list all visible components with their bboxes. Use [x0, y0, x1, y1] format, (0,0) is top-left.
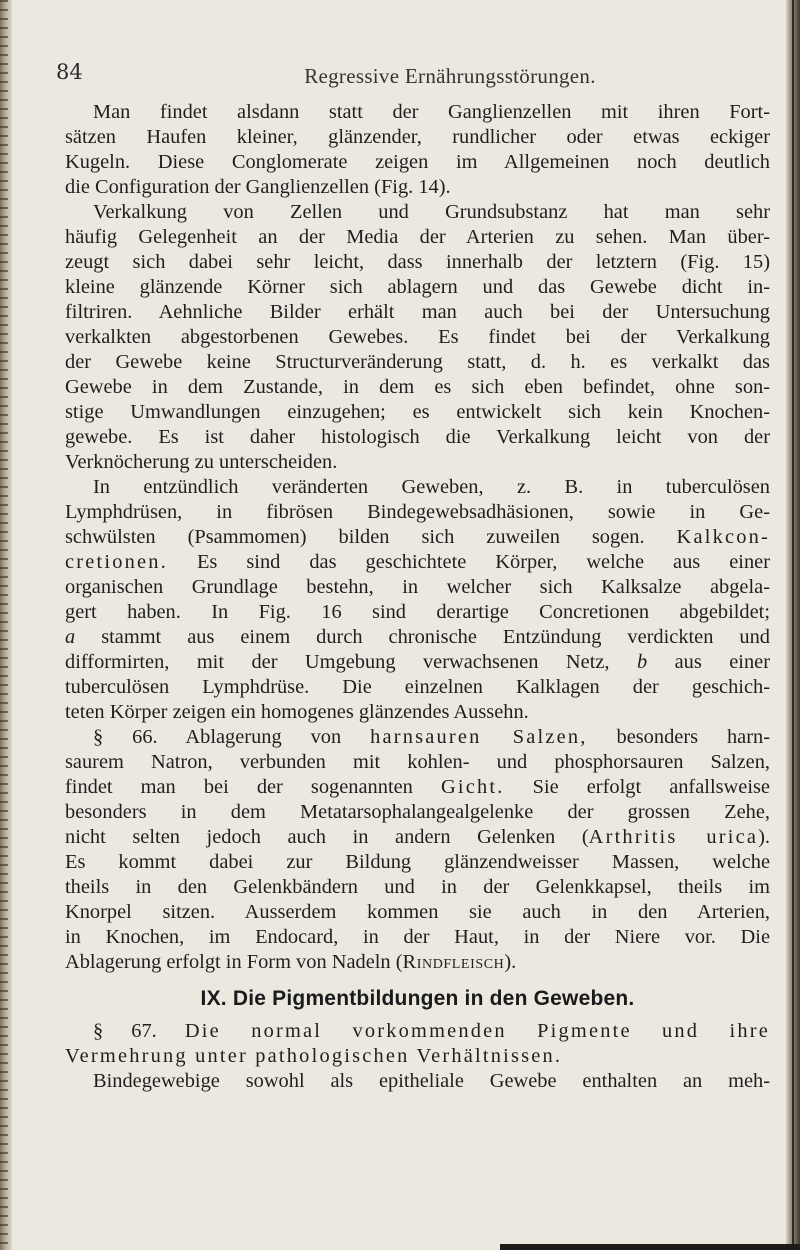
text-line	[65, 525, 770, 550]
page-gutter-texture	[0, 0, 8, 1250]
text-line: Verknöcherung zu unterscheiden.	[65, 451, 338, 473]
running-head: Regressive Ernährungsstörungen.	[304, 64, 596, 88]
text-line: besonders in dem Metatarsophalangealgelenke der grossen Zehe,	[65, 801, 770, 823]
text-line	[65, 950, 770, 975]
text-line: Gewebe in dem Zustande, in dem es sich eben befindet, ohne son-	[65, 376, 770, 398]
figure-label: a	[65, 626, 76, 648]
text-line: gewebe. Es ist daher histologisch die Verkalkung leicht von der	[65, 426, 770, 448]
text-line: Verkalkung von Zellen und Grundsubstanz hat man sehr	[93, 201, 770, 223]
text-line: sätzen Haufen kleiner, glänzender, rundlicher oder etwas eckiger	[65, 126, 770, 148]
text-line: Lymphdrüsen, in fibrösen Bindegewebsadhäsionen, sowie in Ge-	[65, 501, 770, 523]
text-line: Es kommt dabei zur Bildung glänzendweisser Massen, welche	[65, 851, 770, 873]
text-run: Sie erfolgt anfallsweise	[532, 776, 770, 798]
spaced-term: harnsauren Salzen,	[370, 726, 588, 748]
text-run: ).	[758, 826, 770, 848]
text-run: aus einer	[674, 651, 770, 673]
text-line: gert haben. In Fig. 16 sind derartige Concretionen abgebildet;	[65, 601, 770, 623]
text-line: der Gewebe keine Structurveränderung statt, d. h. es verkalkt das	[65, 351, 770, 373]
text-line: Man findet alsdann statt der Ganglienzellen mit ihren Fort-	[93, 101, 770, 123]
text-run: findet man bei der sogenannten	[65, 776, 413, 798]
text-line: organischen Grundlage bestehn, in welcher sich Kalksalze abgela-	[65, 576, 770, 598]
text-line: theils in den Gelenkbändern und in der Gelenkkapsel, theils im	[65, 876, 770, 898]
body-text	[65, 100, 770, 1094]
text-line: In entzündlich veränderten Geweben, z. B. in tuberculösen	[93, 476, 770, 498]
text-run: § 67.	[93, 1020, 157, 1042]
figure-label: b	[636, 651, 648, 673]
page-bottom-line	[500, 1244, 800, 1250]
text-line	[65, 725, 770, 750]
text-line: häufig Gelegenheit an der Media der Arterien zu sehen. Man über-	[65, 226, 770, 248]
text-line: zeugt sich dabei sehr leicht, dass innerhalb der letztern (Fig. 15)	[65, 251, 770, 273]
text-line	[65, 825, 770, 850]
spaced-term: cretionen.	[65, 551, 168, 573]
text-line	[65, 550, 770, 575]
spaced-term: Kalkcon-	[676, 526, 770, 548]
text-line	[65, 775, 770, 800]
text-line: filtriren. Aehnliche Bilder erhält man auch bei der Untersuchung	[65, 301, 770, 323]
text-run: § 66. Ablagerung von	[93, 726, 342, 748]
page-number: 84	[56, 60, 83, 84]
author-name: Rindfleisch	[402, 951, 505, 973]
text-line: Kugeln. Diese Conglomerate zeigen im Allgemeinen noch deutlich	[65, 151, 770, 173]
text-line	[65, 1019, 770, 1044]
text-run: difformirten, mit der Umgebung verwachsenen Netz,	[65, 651, 610, 673]
spaced-term: Die normal vorkommenden Pigmente und ihre	[184, 1020, 770, 1042]
text-line: Bindegewebige sowohl als epitheliale Gewebe enthalten an meh-	[93, 1070, 770, 1092]
text-line: verkalkten abgestorbenen Gewebes. Es findet bei der Verkalkung	[65, 326, 770, 348]
spaced-term: Gicht.	[440, 776, 505, 798]
text-line: die Configuration der Ganglienzellen (Fig. 14).	[65, 176, 451, 198]
text-run: ).	[504, 951, 517, 973]
page-edge-line	[792, 0, 794, 1250]
text-run: Ablagerung erfolgt in Form von Nadeln (	[65, 951, 403, 973]
text-run: Es sind das geschichtete Körper, welche aus einer	[196, 551, 770, 573]
text-line: Vermehrung unter pathologischen Verhältnissen.	[65, 1045, 563, 1067]
section-heading: IX. Die Pigmentbildungen in den Geweben.	[200, 987, 635, 1010]
text-line	[65, 650, 770, 675]
text-line: stige Umwandlungen einzugehen; es entwickelt sich kein Knochen-	[65, 401, 770, 423]
text-line: in Knochen, im Endocard, in der Haut, in der Niere vor. Die	[65, 926, 770, 948]
spaced-term: Arthritis urica	[588, 826, 759, 848]
text-run: nicht selten jedoch auch in andern Gelenken (	[65, 826, 589, 848]
text-line: tuberculösen Lymphdrüse. Die einzelnen Kalklagen der geschich-	[65, 676, 770, 698]
text-line: saurem Natron, verbunden mit kohlen- und phosphorsauren Salzen,	[65, 751, 770, 773]
text-line: teten Körper zeigen ein homogenes glänzendes Aussehn.	[65, 701, 529, 723]
text-line: Knorpel sitzen. Ausserdem kommen sie auch in den Arterien,	[65, 901, 770, 923]
text-run: stammt aus einem durch chronische Entzündung verdickten und	[101, 626, 770, 648]
text-line	[65, 625, 770, 650]
text-run: schwülsten (Psammomen) bilden sich zuweilen sogen.	[65, 526, 645, 548]
text-line: kleine glänzende Körner sich ablagern und das Gewebe dicht in-	[65, 276, 770, 298]
text-run: besonders harn-	[616, 726, 770, 748]
